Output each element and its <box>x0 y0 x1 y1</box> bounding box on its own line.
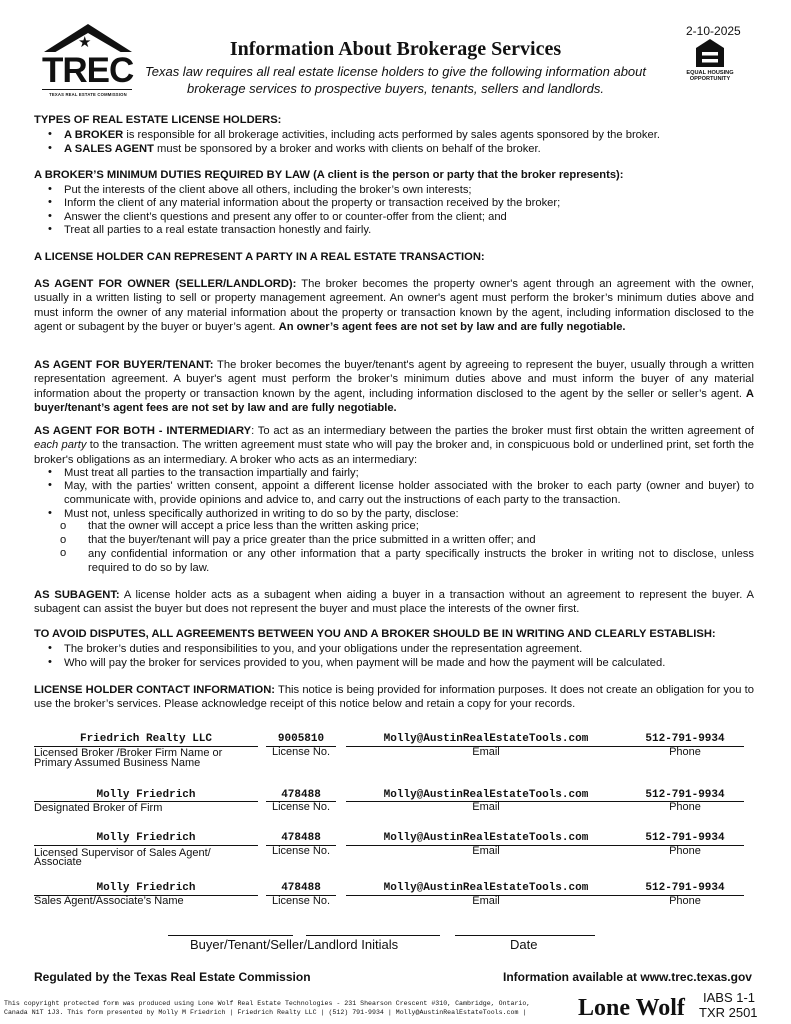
phone-value: 512-791-9934 <box>645 789 725 801</box>
initials-line-2[interactable] <box>306 935 440 936</box>
intermediary-paragraph: AS AGENT FOR BOTH - INTERMEDIARY: To act as an intermediary between the parties the broker must first obtain the written agreement of each party to the transaction. The written agreement must state who will pay the broker and, in conspicuous bold or underlined print, set forth the broker's obligations as an intermediary. A broker who acts as an intermediary: <box>34 425 754 466</box>
eho-label-2: OPPORTUNITY <box>689 76 731 82</box>
field-label: Licensed Broker /Broker Firm Name or <box>34 747 223 759</box>
email-value: Molly@AustinRealEstateTools.com <box>383 789 589 801</box>
bullet-icon: • <box>48 507 52 519</box>
sales-agent-name: Molly Friedrich <box>96 882 196 894</box>
email-label: Email <box>472 895 500 907</box>
field-label: Sales Agent/Associate’s Name <box>34 895 184 907</box>
license-label: License No. <box>271 845 331 857</box>
types-item-sales-agent: A SALES AGENT must be sponsored by a broker and works with clients on behalf of the broker. <box>64 143 541 155</box>
phone-label: Phone <box>669 845 701 857</box>
represent-heading: A LICENSE HOLDER CAN REPRESENT A PARTY IN A REAL ESTATE TRANSACTION: <box>34 251 485 263</box>
duties-heading: A BROKER’S MINIMUM DUTIES REQUIRED BY LAW (A client is the person or party that the broker represents): <box>34 169 624 181</box>
designated-broker-name: Molly Friedrich <box>96 789 196 801</box>
bullet-icon: • <box>48 142 52 154</box>
field-label: Designated Broker of Firm <box>34 802 163 814</box>
license-label: License No. <box>271 746 331 758</box>
disclosure-item: that the buyer/tenant will pay a price greater than the price submitted in a written offer; and <box>88 534 536 546</box>
license-label: License No. <box>271 895 331 907</box>
date-line[interactable] <box>455 935 595 936</box>
intermediary-item: Must not, unless specifically authorized in writing to do so by the party, disclose: <box>64 508 459 520</box>
regulated-by-text: Regulated by the Texas Real Estate Commission <box>34 970 311 984</box>
supervisor-name: Molly Friedrich <box>96 832 196 844</box>
phone-value: 512-791-9934 <box>645 733 725 745</box>
field-label: Associate <box>34 856 82 868</box>
bullet-icon: • <box>48 128 52 140</box>
lone-wolf-logo: Lone Wolf <box>578 995 685 1021</box>
circle-bullet-icon: o <box>60 547 67 559</box>
types-item-broker: A BROKER is responsible for all brokerage activities, including acts performed by sales agents sponsored by the broker. <box>64 129 660 141</box>
broker-firm-name: Friedrich Realty LLC <box>79 733 213 745</box>
buyer-agent-paragraph: AS AGENT FOR BUYER/TENANT: The broker becomes the buyer/tenant's agent by agreeing to represent the buyer, usually through a written representation agreement. A buyer's agent must perform the broker’s minimum duties above and must inform the buyer of any material information about the property or transaction known by the agent, including information disclosed to the agent by the seller or seller’s agent. A buyer/tenant’s agent fees are not set by law and are fully negotiable. <box>34 359 754 414</box>
license-number: 478488 <box>281 789 321 801</box>
email-value: Molly@AustinRealEstateTools.com <box>383 733 589 745</box>
dispute-item: Who will pay the broker for services provided to you, when payment will be made and how the payment will be calculated. <box>64 657 666 669</box>
circle-bullet-icon: o <box>60 520 67 532</box>
bullet-icon: • <box>48 210 52 222</box>
owner-agent-paragraph: AS AGENT FOR OWNER (SELLER/LANDLORD): The broker becomes the property owner's agent through an agreement with the owner, usually in a written listing to sell or property management agreement. An owner's agent must perform the broker’s minimum duties above and must inform the owner of any material information about the property or transaction known by the agent, including information disclosed to the agent or subagent by the buyer or buyer’s agent. An owner’s agent fees are not set by law and are fully negotiable. <box>34 278 754 333</box>
star-icon: ★ <box>78 34 92 51</box>
dispute-item: The broker’s duties and responsibilities to you, and your obligations under the representation agreement. <box>64 643 583 655</box>
form-number: TXR 2501 <box>699 1005 758 1020</box>
page-title: Information About Brokerage Services <box>229 38 562 60</box>
contact-info-paragraph: LICENSE HOLDER CONTACT INFORMATION: This notice is being provided for information purposes. It does not create an obligation for you to use the broker’s services. Please acknowledge receipt of this notice below and retain a copy for your records. <box>34 684 754 711</box>
phone-label: Phone <box>669 746 701 758</box>
disclosure-item: any confidential information or any other information that a party specifically instructs the broker in writing not to disclose, unless required to do so by law. <box>88 548 754 575</box>
info-available-text: Information available at www.trec.texas.gov <box>503 970 752 984</box>
date-label: Date <box>510 937 538 952</box>
intermediary-item: May, with the parties' written consent, appoint a different license holder associated with the broker to each party (owner and buyer) to communicate with, provide opinions and advice to, and carry out the instructions of each party to the transaction. <box>64 480 754 507</box>
phone-label: Phone <box>669 801 701 813</box>
document-date: 2-10-2025 <box>686 24 741 38</box>
bullet-icon: • <box>48 642 52 654</box>
field-label: Licensed Supervisor of Sales Agent/ <box>34 847 211 859</box>
duty-item: Put the interests of the client above all others, including the broker’s own interests; <box>64 184 472 196</box>
bullet-icon: • <box>48 479 52 491</box>
license-number: 9005810 <box>277 733 325 745</box>
phone-value: 512-791-9934 <box>645 882 725 894</box>
trec-logo-word: TREC <box>42 51 134 90</box>
email-value: Molly@AustinRealEstateTools.com <box>383 882 589 894</box>
intermediary-item: Must treat all parties to the transaction impartially and fairly; <box>64 467 359 479</box>
trec-logo-subtitle: TEXAS REAL ESTATE COMMISSION <box>49 92 127 97</box>
bullet-icon: • <box>48 223 52 235</box>
bullet-icon: • <box>48 656 52 668</box>
disputes-heading: TO AVOID DISPUTES, ALL AGREEMENTS BETWEEN YOU AND A BROKER SHOULD BE IN WRITING AND CLEARLY ESTABLISH: <box>34 628 716 640</box>
license-number: 478488 <box>281 832 321 844</box>
bullet-icon: • <box>48 466 52 478</box>
initials-label: Buyer/Tenant/Seller/Landlord Initials <box>190 937 399 952</box>
subtitle-line-1: Texas law requires all real estate license holders to give the following information about <box>144 64 647 79</box>
eho-label-1: EQUAL HOUSING <box>686 70 734 76</box>
duty-item: Inform the client of any material information about the property or transaction received by the broker; <box>64 197 561 209</box>
bullet-icon: • <box>48 183 52 195</box>
bullet-icon: • <box>48 196 52 208</box>
form-id: IABS 1-1 <box>703 990 756 1005</box>
license-label: License No. <box>271 801 331 813</box>
duty-item: Treat all parties to a real estate transaction honestly and fairly. <box>64 224 372 236</box>
email-value: Molly@AustinRealEstateTools.com <box>383 832 589 844</box>
phone-label: Phone <box>669 895 701 907</box>
copyright-notice: This copyright protected form was produced using Lone Wolf Real Estate Technologies - 231 Shearson Crescent #310, Cambridge, Ontario, Canada N1T 1J3. This form presented by Molly M Friedrich | Friedrich Realty LLC | (512) 791-9934 | Molly@AustinRealEstateTools.com | <box>4 1000 531 1016</box>
circle-bullet-icon: o <box>60 534 67 546</box>
types-heading: TYPES OF REAL ESTATE LICENSE HOLDERS: <box>34 114 282 126</box>
phone-value: 512-791-9934 <box>645 832 725 844</box>
email-label: Email <box>472 845 500 857</box>
disclosure-item: that the owner will accept a price less than the written asking price; <box>88 520 419 532</box>
subagent-paragraph: AS SUBAGENT: A license holder acts as a subagent when aiding a buyer in a transaction without an agreement to represent the buyer. A subagent can assist the buyer but does not represent the buyer and must place the interests of the owner first. <box>34 589 754 616</box>
field-label: Primary Assumed Business Name <box>34 757 201 769</box>
duty-item: Answer the client’s questions and present any offer to or counter-offer from the client; and <box>64 211 507 223</box>
license-number: 478488 <box>281 882 321 894</box>
email-label: Email <box>472 746 500 758</box>
initials-line-1[interactable] <box>168 935 293 936</box>
subtitle-line-2: brokerage services to prospective buyers, tenants, sellers and landlords. <box>187 81 604 96</box>
email-label: Email <box>472 801 500 813</box>
